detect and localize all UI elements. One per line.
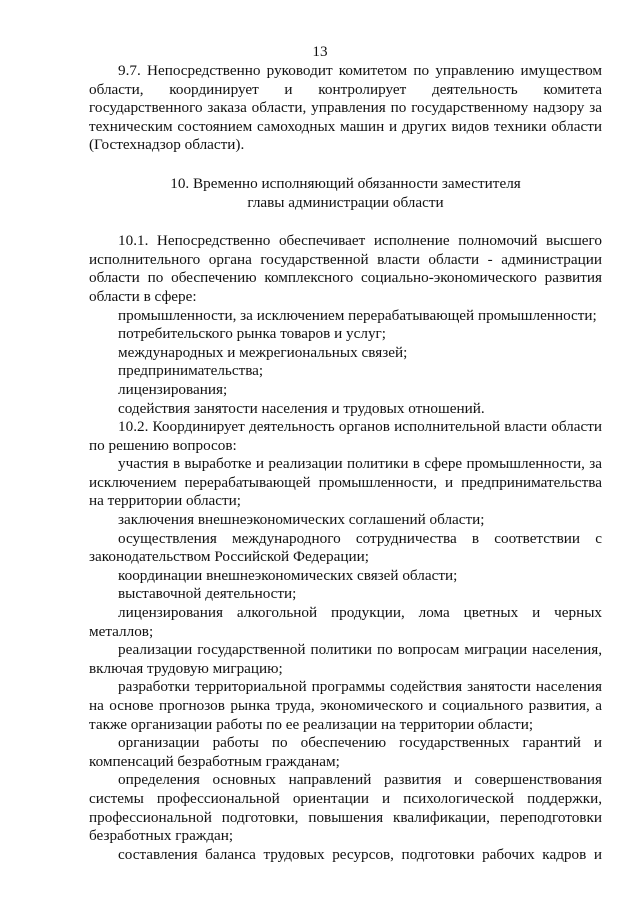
list-item-10-2: разработки территориальной программы содействия занятости населения на основе прогнозов рынка труда, экономического и социального развития, а также организации работы по ее реализации на территории области; [89, 678, 602, 733]
section-10-heading-line-1: 10. Временно исполняющий обязанности заместителя [170, 174, 521, 192]
list-item-10-1: предпринимательства; [118, 362, 264, 380]
list-item-10-1: международных и межрегиональных связей; [118, 343, 408, 361]
list-item-10-1: лицензирования; [118, 380, 228, 398]
list-item-10-1: потребительского рынка товаров и услуг; [118, 325, 386, 343]
document-body [89, 62, 602, 864]
list-item-10-2: составления баланса трудовых ресурсов, подготовки рабочих кадров и [118, 845, 602, 863]
list-item-10-1: содействия занятости населения и трудовых отношений. [118, 399, 485, 417]
paragraph-9-7: 9.7. Непосредственно руководит комитетом по управлению имуществом области, координирует и контролирует деятельность комитета государственного заказа области, управления по государственному надзору за техническим состоянием самоходных машин и других видов техники области (Гостехнадзор области). [89, 62, 602, 154]
paragraph-10-2: 10.2. Координирует деятельность органов исполнительной власти области по решению вопросов: [89, 418, 602, 454]
list-item-10-2: организации работы по обеспечению государственных гарантий и компенсаций безработным гражданам; [89, 734, 602, 770]
list-item-10-2: заключения внешнеэкономических соглашений области; [118, 511, 485, 529]
page-number: 13 [312, 43, 328, 60]
paragraph-10-1: 10.1. Непосредственно обеспечивает исполнение полномочий высшего исполнительного органа государственной власти области - администрации области по обеспечению комплексного социально-экономического развития области в сфере: [89, 232, 602, 305]
list-item-10-2: реализации государственной политики по вопросам миграции населения, включая трудовую миграцию; [89, 641, 602, 677]
list-item-10-2: координации внешнеэкономических связей области; [118, 566, 458, 584]
section-10-heading-line-2: главы администрации области [247, 193, 444, 211]
list-item-10-1: промышленности, за исключением перерабатывающей промышленности; [118, 306, 597, 324]
list-item-10-2: выставочной деятельности; [118, 585, 297, 603]
list-item-10-2: определения основных направлений развития и совершенствования системы профессиональной ориентации и психологической поддержки, профессиональной подготовки, повышения квалификации, переподготовки безработных граждан; [89, 771, 602, 845]
list-item-10-2: осуществления международного сотрудничества в соответствии с законодательством Российской Федерации; [89, 529, 602, 566]
list-item-10-2: лицензирования алкогольной продукции, лома цветных и черных металлов; [89, 604, 602, 640]
section-10-heading [89, 175, 602, 212]
list-item-10-2: участия в выработке и реализации политики в сфере промышленности, за исключением перерабатывающей промышленности, и предпринимательства на территории области; [89, 455, 602, 510]
